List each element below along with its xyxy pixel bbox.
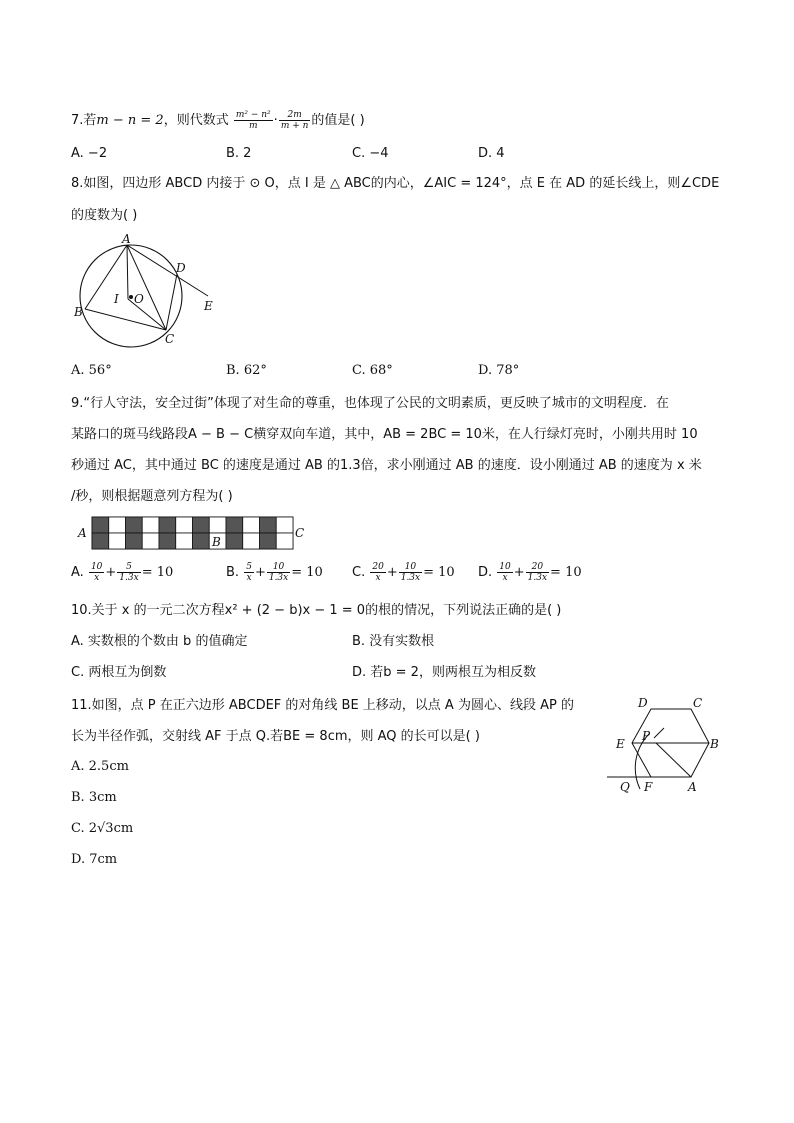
q9-option-d-fraction-1 [497, 562, 512, 583]
right-hand-side: = 10 [141, 565, 174, 580]
q11-segment-ap [656, 743, 691, 777]
q8-segment-ab [85, 245, 127, 309]
q9-option-b-fraction-1 [244, 562, 254, 583]
crosswalk-cell [159, 533, 176, 549]
q11-label-c: C [693, 696, 703, 710]
q8-center-dot [129, 295, 133, 299]
q8-label-b: B [74, 305, 83, 319]
q9-option-c[interactable] [352, 562, 455, 583]
crosswalk-cell [92, 517, 109, 533]
crosswalk-cell [126, 533, 143, 549]
q8-stem-line-1: 8.如图，四边形 ABCD 内接于 ⊙ O，点 I 是 △ ABC的内心，∠AIC = 124°，点 E 在 AD 的延长线上，则∠CDE [71, 176, 720, 191]
q7-fraction-2 [279, 110, 311, 131]
right-hand-side: = 10 [291, 565, 323, 580]
q7-stem-middle: ，则代数式 [163, 113, 229, 128]
q7-fraction-1-numerator: m² − n² [235, 110, 271, 120]
crosswalk-cell [142, 533, 159, 549]
denominator: x [375, 573, 381, 583]
q7-fraction-2-denominator: m + n [280, 121, 309, 131]
q7-fraction-1-denominator: m [248, 121, 258, 131]
q7-stem-prefix: 7.若 [71, 113, 97, 128]
plus-sign: + [386, 565, 398, 580]
crosswalk-cell [243, 517, 260, 533]
crosswalk-cell [126, 517, 143, 533]
q11-option-c[interactable]: C. 2√3cm [71, 821, 134, 836]
q8-option-d[interactable]: D. 78° [478, 363, 520, 378]
q11-arc-tick [654, 728, 664, 738]
q8-label-e: E [204, 299, 213, 313]
q8-label-i: I [114, 292, 119, 306]
denominator: 1.3x [268, 573, 289, 583]
q11-label-d: D [638, 696, 648, 710]
q9-stem-line-1: 9.“行人守法，安全过街”体现了对生命的尊重，也体现了公民的文明素质，更反映了城市的文明程度．在 [71, 396, 669, 411]
denominator: x [246, 573, 252, 583]
q9-label-c: C [295, 526, 305, 540]
q11-stem-line-1: 11.如图，点 P 在正六边形 ABCDEF 的对角线 BE 上移动，以点 A 为圆心、线段 AP 的 [71, 698, 574, 713]
numerator: 5 [246, 562, 252, 572]
q7-fraction-2-numerator: 2m [279, 110, 311, 121]
q8-option-a[interactable]: A. 56° [71, 363, 112, 378]
q8-figure [70, 232, 230, 350]
q11-label-e: E [616, 737, 625, 751]
q9-option-b-fraction-2 [267, 562, 290, 583]
crosswalk-cell [159, 517, 176, 533]
crosswalk-cell [176, 517, 193, 533]
q11-hexagon-figure [604, 694, 734, 796]
q11-option-d[interactable]: D. 7cm [71, 852, 118, 867]
q8-label-d: D [176, 261, 186, 275]
q9-stem-line-2: 某路口的斑马线路段A − B − C横穿双向车道，其中，AB = 2BC = 10米，在人行绿灯亮时，小刚共用时 10 [71, 427, 698, 442]
q10-option-b[interactable]: B. 没有实数根 [352, 634, 435, 649]
numerator: 10 [90, 562, 103, 572]
q8-option-b[interactable]: B. 62° [226, 363, 267, 378]
q9-stem-line-4: /秒，则根据题意列方程为( ) [71, 489, 233, 504]
crosswalk-cell [176, 533, 193, 549]
q9-option-d[interactable] [478, 562, 582, 583]
q11-label-a: A [688, 780, 697, 794]
q7-option-d[interactable]: D. 4 [478, 146, 505, 161]
q10-option-c[interactable]: C. 两根互为倒数 [71, 665, 167, 680]
plus-sign: + [105, 565, 117, 580]
q7-dot: · [273, 113, 278, 128]
crosswalk-cell [209, 517, 226, 533]
q11-label-b: B [710, 737, 719, 751]
q9-option-a-fraction-1 [89, 562, 104, 583]
crosswalk-cell [92, 533, 109, 549]
numerator: 5 [117, 562, 140, 573]
q11-label-p: P [642, 729, 651, 743]
right-hand-side: = 10 [550, 565, 582, 580]
plus-sign: + [254, 565, 266, 580]
q8-stem-line-2: 的度数为( ) [71, 208, 138, 223]
q7-fraction-1 [234, 110, 273, 131]
denominator: 1.3x [527, 573, 548, 583]
q8-label-o: O [134, 292, 144, 306]
q11-option-b[interactable]: B. 3cm [71, 790, 117, 805]
crosswalk-cell [226, 517, 243, 533]
denominator: 1.3x [400, 573, 421, 583]
q7-option-a[interactable]: A. −2 [71, 146, 108, 161]
q9-option-c-fraction-2 [399, 562, 422, 583]
crosswalk-cell [193, 533, 210, 549]
q7-option-b[interactable]: B. 2 [226, 146, 252, 161]
q9-option-b[interactable] [226, 562, 323, 583]
q9-label-a: A [78, 526, 87, 540]
q11-label-q: Q [620, 780, 630, 794]
q8-label-a: A [122, 232, 131, 246]
numerator: 20 [372, 562, 384, 572]
q9-label-b: B [212, 535, 221, 549]
crosswalk-cell [260, 533, 277, 549]
crosswalk-cell [109, 533, 126, 549]
q9-option-a-fraction-2 [117, 562, 140, 583]
q10-option-a[interactable]: A. 实数根的个数由 b 的值确定 [71, 634, 248, 649]
q10-stem: 10.关于 x 的一元二次方程x² + (2 − b)x − 1 = 0的根的情况，下列说法正确的是( ) [71, 603, 562, 618]
q9-option-d-letter: D. [478, 565, 493, 580]
q11-stem-line-2: 长为半径作弧，交射线 AF 于点 Q.若BE = 8cm，则 AQ 的长可以是( ) [71, 729, 480, 744]
crosswalk-cell [243, 533, 260, 549]
crosswalk-cell [276, 533, 293, 549]
q7-option-c[interactable]: C. −4 [352, 146, 389, 161]
q7-stem-suffix: 的值是( ) [311, 113, 365, 128]
numerator: 20 [526, 562, 549, 573]
numerator: 10 [399, 562, 422, 573]
crosswalk-cell [109, 517, 126, 533]
plus-sign: + [513, 565, 525, 580]
q9-option-c-fraction-1 [370, 562, 385, 583]
q9-stem-line-3: 秒通过 AC，其中通过 BC 的速度是通过 AB 的1.3倍，求小刚通过 AB 的速度．设小刚通过 AB 的速度为 x 米 [71, 458, 702, 473]
q11-label-f: F [644, 780, 653, 794]
q9-option-d-fraction-2 [526, 562, 549, 583]
q8-label-c: C [165, 332, 175, 346]
crosswalk-cell [276, 517, 293, 533]
numerator: 10 [499, 562, 511, 572]
q11-option-a[interactable]: A. 2.5cm [71, 759, 129, 774]
q9-option-a[interactable] [71, 562, 173, 583]
crosswalk-cell [260, 517, 277, 533]
q9-crosswalk-stripes [92, 517, 293, 549]
numerator: 10 [267, 562, 290, 573]
crosswalk-cell [142, 517, 159, 533]
q9-crosswalk-figure [74, 515, 314, 555]
q7-condition: m − n = 2 [96, 113, 164, 128]
crosswalk-cell [226, 533, 243, 549]
denominator: x [502, 573, 508, 583]
q8-option-c[interactable]: C. 68° [352, 363, 393, 378]
q9-option-b-letter: B. [226, 565, 240, 580]
crosswalk-cell [193, 517, 210, 533]
q9-option-a-letter: A. [71, 565, 84, 580]
right-hand-side: = 10 [423, 565, 455, 580]
q10-option-d[interactable]: D. 若b = 2，则两根互为相反数 [352, 665, 536, 680]
q9-option-c-letter: C. [352, 565, 366, 580]
q8-segment-ai [127, 245, 128, 299]
denominator: x [94, 573, 100, 583]
denominator: 1.3x [119, 573, 139, 583]
q7-stem [71, 110, 365, 131]
